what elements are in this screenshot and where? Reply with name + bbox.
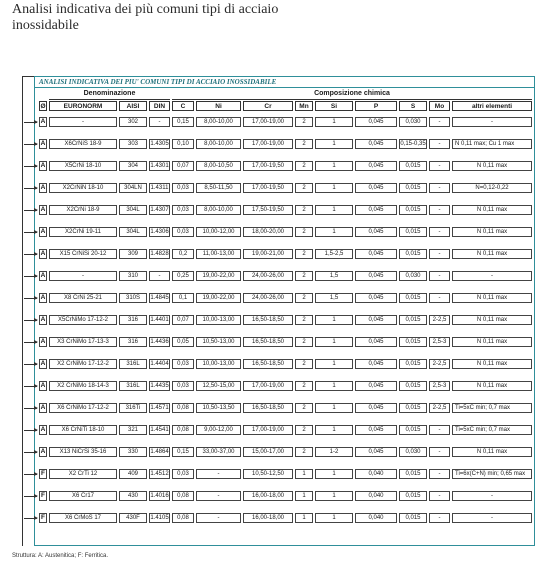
column-header: Ø [40, 103, 46, 110]
table-cell: N 0,11 max [452, 337, 532, 347]
table-cell: 1 [315, 425, 353, 435]
table-cell: 1.4404 [150, 361, 169, 367]
composition-table [39, 89, 534, 529]
table-cell: 1.4307 [150, 207, 169, 213]
table-cell: 2 [295, 359, 313, 369]
table-cell: 1-2 [315, 447, 353, 457]
table-cell: - [429, 469, 450, 479]
table-cell: 15,00-17,00 [243, 447, 293, 457]
table-cell: 0,030 [399, 117, 427, 127]
table-cell: X2 CrNiMo 17-12-2 [49, 359, 117, 369]
table-cell: 1.4541 [150, 427, 169, 433]
table-cell: 1 [315, 117, 353, 127]
table-cell: 17,00-19,50 [243, 161, 293, 171]
row-arrow-icon [24, 408, 37, 409]
structure-marker: A [40, 184, 46, 191]
row-arrow-icon [24, 254, 37, 255]
table-cell: 18,00-20,00 [243, 227, 293, 237]
table-cell: 9,00-12,00 [196, 425, 241, 435]
table-cell: 2-2,5 [429, 403, 450, 413]
table-cell: 0,015 [399, 205, 427, 215]
row-arrow-icon [24, 496, 37, 497]
table-cell: 0,045 [355, 205, 397, 215]
table-title: ANALISI INDICATIVA DEI PIU' COMUNI TIPI DI ACCIAIO INOSSIDABILE [35, 77, 534, 88]
table-cell: 316 [119, 315, 147, 325]
table-cell: 8,00-10,00 [196, 205, 241, 215]
table-cell: 19,00-22,00 [196, 271, 241, 281]
table-cell: 0,15 [172, 117, 194, 127]
table-cell: - [196, 491, 241, 501]
row-arrow-icon [24, 320, 37, 321]
table-cell: 1 [315, 205, 353, 215]
table-cell: - [429, 491, 450, 501]
table-cell: 0,2 [172, 249, 194, 259]
row-arrow-icon [24, 386, 37, 387]
table-cell: 1 [315, 403, 353, 413]
table-cell: 1 [295, 469, 313, 479]
table-cell: 19,00-21,00 [243, 249, 293, 259]
structure-marker: F [39, 513, 47, 523]
table-cell: 2 [295, 337, 313, 347]
row-arrow-icon [24, 232, 37, 233]
table-cell: 316L [119, 381, 147, 391]
table-cell: 0,045 [355, 315, 397, 325]
table-cell: - [429, 425, 450, 435]
group-header-composizione: Composizione chimica [172, 89, 532, 100]
table-cell: 2 [295, 403, 313, 413]
structure-bracket [22, 76, 34, 546]
table-cell: 0,15-0,35 [400, 141, 426, 147]
table-cell: 0,045 [355, 227, 397, 237]
table-cell: 304L [119, 205, 147, 215]
table-cell: 10,00-13,00 [196, 315, 241, 325]
table-cell: 0,015 [399, 491, 427, 501]
table-cell: 2 [295, 315, 313, 325]
column-header: S [399, 101, 427, 111]
table-cell: 17,00-19,00 [243, 139, 293, 149]
row-arrow-icon [24, 188, 37, 189]
table-cell: 0,03 [172, 469, 194, 479]
table-cell: 0,015 [399, 161, 427, 171]
table-cell: 310 [119, 271, 147, 281]
table-cell: 0,015 [399, 337, 427, 347]
table-cell: 1.4436 [150, 339, 169, 345]
table-cell: 19,00-22,00 [196, 293, 241, 303]
table-cell: 1.4311 [150, 185, 169, 191]
table-cell: 0,045 [355, 381, 397, 391]
table-cell: 1.4864 [150, 449, 169, 455]
table-cell: 1 [315, 315, 353, 325]
structure-marker: A [40, 294, 46, 301]
table-cell: 24,00-26,00 [243, 271, 293, 281]
table-cell: 0,040 [355, 491, 397, 501]
table-cell: - [429, 205, 450, 215]
table-cell: 1 [315, 491, 353, 501]
table-cell: 0,03 [172, 381, 194, 391]
table-cell: 2 [295, 271, 313, 281]
table-cell: 330 [119, 447, 147, 457]
table-cell: 0,10 [172, 139, 194, 149]
column-header: Mo [429, 101, 450, 111]
row-arrow-icon [24, 210, 37, 211]
table-cell: 10,50-12,50 [243, 469, 293, 479]
table-cell: - [49, 117, 117, 127]
table-cell: - [429, 447, 450, 457]
table-cell: 0,015 [399, 359, 427, 369]
table-cell: 16,00-18,00 [243, 513, 293, 523]
table-cell: X2 CrTi 12 [49, 469, 117, 479]
table-cell: 2 [295, 447, 313, 457]
column-header: C [172, 101, 194, 111]
table-cell: N 0,11 max; Cu 1 max [452, 139, 532, 149]
table-cell: - [429, 271, 450, 281]
table-cell: X5CrNi 18-10 [49, 161, 117, 171]
table-cell: - [196, 469, 241, 479]
row-arrow-icon [24, 342, 37, 343]
table-cell: 302 [119, 117, 147, 127]
table-cell: 0,07 [172, 315, 194, 325]
column-header: Ni [196, 101, 241, 111]
table-cell: 17,00-19,50 [243, 183, 293, 193]
table-cell: N 0,11 max [452, 293, 532, 303]
table-cell: 0,03 [172, 359, 194, 369]
table-cell: 2 [295, 293, 313, 303]
structure-marker: A [40, 250, 46, 257]
table-cell: 0,030 [399, 447, 427, 457]
table-cell: X5CrNiMo 17-12-2 [49, 315, 117, 325]
table-cell: 430 [119, 491, 147, 501]
table-cell: 316Ti [119, 403, 147, 413]
table-cell: 17,50-19,50 [243, 205, 293, 215]
table-cell: 1.4105 [150, 515, 169, 521]
row-arrow-icon [24, 298, 37, 299]
table-cell: 0,030 [399, 271, 427, 281]
structure-marker: A [40, 404, 46, 411]
table-cell: - [429, 183, 450, 193]
column-header: EURONORM [49, 101, 117, 111]
table-cell: 2 [295, 139, 313, 149]
row-arrow-icon [24, 430, 37, 431]
row-arrow-icon [24, 452, 37, 453]
table-cell: 0,045 [355, 447, 397, 457]
table-cell: 1 [315, 469, 353, 479]
table-cell: X6 CrMoS 17 [49, 513, 117, 523]
table-cell: 0,08 [172, 491, 194, 501]
table-cell: X6CrNiS 18-9 [49, 139, 117, 149]
table-cell: N=0,12-0,22 [452, 183, 532, 193]
structure-marker: A [40, 206, 46, 213]
table-cell: 0,05 [172, 337, 194, 347]
table-cell: 0,040 [355, 513, 397, 523]
table-cell: 0,1 [172, 293, 194, 303]
table-cell: 0,015 [399, 293, 427, 303]
table-cell: - [149, 117, 170, 127]
table-cell: - [429, 293, 450, 303]
table-cell: 1.4016 [150, 493, 169, 499]
table-cell: 0,03 [172, 227, 194, 237]
table-cell: N 0,11 max [452, 359, 532, 369]
table-cell: 0,08 [172, 403, 194, 413]
table-cell: 409 [119, 469, 147, 479]
table-cell: 1 [315, 161, 353, 171]
table-cell: 0,07 [172, 161, 194, 171]
table-cell: 2 [295, 425, 313, 435]
table-cell: X8 CrNi 25-21 [49, 293, 117, 303]
table-cell: 16,50-18,50 [243, 403, 293, 413]
structure-marker: A [40, 272, 46, 279]
table-cell: 16,00-18,00 [243, 491, 293, 501]
structure-marker: A [40, 140, 46, 147]
table-cell: X13 NiCrSi 35-16 [49, 447, 117, 457]
table-cell: 0,015 [399, 315, 427, 325]
table-cell: 2 [295, 117, 313, 127]
table-cell: 316 [119, 337, 147, 347]
footnote: Struttura: A: Austenitica; F: Ferritica. [12, 553, 109, 559]
table-cell: N 0,11 max [452, 447, 532, 457]
table-cell: - [429, 227, 450, 237]
table-cell: 1 [315, 227, 353, 237]
table-cell: 1.4571 [150, 405, 169, 411]
column-header: altri elementi [452, 101, 532, 111]
table-cell: 0,045 [355, 403, 397, 413]
table-cell: 0,045 [355, 161, 397, 171]
structure-marker: A [40, 448, 46, 455]
table-cell: 8,00-10,00 [196, 117, 241, 127]
table-cell: 2 [295, 249, 313, 259]
table-cell: 0,015 [399, 513, 427, 523]
table-cell: 33,00-37,00 [196, 447, 241, 457]
table-cell: - [452, 271, 532, 281]
table-cell: 1.4401 [150, 317, 169, 323]
table-cell: X2 CrNiMo 18-14-3 [49, 381, 117, 391]
table-cell: 10,00-13,00 [196, 359, 241, 369]
table-cell: 10,00-12,00 [196, 227, 241, 237]
page-title: Analisi indicativa dei più comuni tipi di acciaio inossidabile [12, 2, 279, 33]
table-cell: 0,015 [399, 249, 427, 259]
table-cell: N 0,11 max [452, 249, 532, 259]
table-cell: 1 [315, 513, 353, 523]
column-header: DIN [149, 101, 170, 111]
row-arrow-icon [24, 276, 37, 277]
table-cell: 17,00-19,00 [243, 117, 293, 127]
table-cell: 8,00-10,00 [196, 139, 241, 149]
table-cell: - [49, 271, 117, 281]
row-arrow-icon [24, 518, 37, 519]
table-cell: - [452, 513, 532, 523]
table-cell: 1 [315, 381, 353, 391]
table-cell: 16,50-18,50 [243, 315, 293, 325]
table-cell: N 0,11 max [452, 205, 532, 215]
table-cell: Ti=5xC min; 0,7 max [452, 403, 532, 413]
table-cell: 8,50-11,50 [196, 183, 241, 193]
table-cell: X2CrNiN 18-10 [49, 183, 117, 193]
row-arrow-icon [24, 166, 37, 167]
table-cell: 2,5-3 [429, 381, 450, 391]
column-header: Mn [295, 101, 313, 111]
table-cell: 0,03 [172, 183, 194, 193]
table-cell: 1.4306 [150, 229, 169, 235]
structure-marker: A [40, 162, 46, 169]
row-arrow-icon [24, 144, 37, 145]
table-cell: 2 [295, 205, 313, 215]
table-cell: 1.4512 [150, 471, 169, 477]
row-arrow-icon [24, 364, 37, 365]
table-cell: 1 [315, 337, 353, 347]
table-cell: - [429, 249, 450, 259]
analysis-table-panel [34, 76, 535, 546]
table-cell: 1,5 [315, 271, 353, 281]
column-header: Si [315, 101, 353, 111]
table-cell: N 0,11 max [452, 227, 532, 237]
table-cell: 304L [119, 227, 147, 237]
table-cell: 2-2,5 [429, 359, 450, 369]
table-cell: 0,045 [355, 271, 397, 281]
table-cell: 2 [295, 183, 313, 193]
table-cell: 0,015 [399, 425, 427, 435]
table-cell: Ti=6x(C+N) min; 0,65 max [452, 469, 532, 479]
table-cell: X15 CrNiSi 20-12 [49, 249, 117, 259]
table-cell: 1.4435 [150, 383, 169, 389]
structure-marker: A [40, 426, 46, 433]
table-cell: 316L [119, 359, 147, 369]
table-cell: 1.4305 [150, 141, 169, 147]
table-cell: 2-2,5 [429, 315, 450, 325]
table-cell: 0,045 [355, 425, 397, 435]
table-cell: 0,015 [399, 469, 427, 479]
table-cell: X6 Cr17 [49, 491, 117, 501]
table-cell: 1 [315, 359, 353, 369]
table-cell: 430F [119, 513, 147, 523]
table-cell: - [429, 139, 450, 149]
table-cell: 0,25 [172, 271, 194, 281]
table-cell: 0,045 [355, 337, 397, 347]
table-cell: 0,045 [355, 359, 397, 369]
table-cell: 0,03 [172, 205, 194, 215]
table-cell: 1.4845 [150, 295, 169, 301]
table-cell: 1,5-2,5 [315, 249, 353, 259]
table-cell: - [429, 513, 450, 523]
table-cell: 17,00-19,00 [243, 381, 293, 391]
column-header: AISI [119, 101, 147, 111]
table-cell: X2CrNi 18-9 [49, 205, 117, 215]
column-header: Cr [243, 101, 293, 111]
table-cell: 1 [295, 491, 313, 501]
table-cell: 321 [119, 425, 147, 435]
table-cell: 2 [295, 381, 313, 391]
table-cell: 12,50-15,00 [196, 381, 241, 391]
table-cell: 1 [315, 183, 353, 193]
table-cell: Ti=5xC min; 0,7 max [452, 425, 532, 435]
table-cell: - [429, 117, 450, 127]
table-cell: 0,015 [399, 183, 427, 193]
structure-marker: A [40, 338, 46, 345]
table-cell: 2,5-3 [429, 337, 450, 347]
table-cell: 8,00-10,50 [196, 161, 241, 171]
table-cell: 2 [295, 161, 313, 171]
table-cell: 1.4301 [150, 163, 169, 169]
table-cell: 17,00-19,00 [243, 425, 293, 435]
table-cell: N 0,11 max [452, 315, 532, 325]
table-cell: X6 CrNiTi 18-10 [49, 425, 117, 435]
table-cell: 1.4828 [150, 251, 169, 257]
row-arrow-icon [24, 474, 37, 475]
structure-marker: F [39, 469, 47, 479]
table-cell: 304 [119, 161, 147, 171]
table-cell: - [452, 117, 532, 127]
table-cell: 309 [119, 249, 147, 259]
structure-marker: A [40, 360, 46, 367]
table-cell: 10,50-13,50 [196, 403, 241, 413]
table-cell: X3 CrNiMo 17-13-3 [49, 337, 117, 347]
table-cell: X6 CrNiMo 17-12-2 [49, 403, 117, 413]
table-cell: 0,040 [355, 469, 397, 479]
table-cell: 0,015 [399, 381, 427, 391]
table-cell: 0,045 [355, 117, 397, 127]
table-cell: - [429, 161, 450, 171]
table-cell: 10,50-13,00 [196, 337, 241, 347]
table-cell: 16,50-18,50 [243, 337, 293, 347]
table-cell: 0,045 [355, 139, 397, 149]
table-cell: X2CrNi 19-11 [49, 227, 117, 237]
group-header-denominazione: Denominazione [49, 89, 170, 100]
table-cell: 304LN [119, 183, 147, 193]
table-cell: 0,045 [355, 249, 397, 259]
table-cell: 2 [295, 227, 313, 237]
table-cell: 24,00-26,00 [243, 293, 293, 303]
table-cell: N 0,11 max [452, 161, 532, 171]
table-cell: 303 [119, 139, 147, 149]
table-cell: 0,045 [355, 293, 397, 303]
column-header: P [355, 101, 397, 111]
table-cell: 0,08 [172, 425, 194, 435]
structure-marker: A [40, 228, 46, 235]
table-cell: 0,015 [399, 227, 427, 237]
table-cell: 1 [295, 513, 313, 523]
table-cell: 0,045 [355, 183, 397, 193]
table-cell: 0,08 [172, 513, 194, 523]
structure-marker: A [40, 382, 46, 389]
table-cell: 11,00-13,00 [196, 249, 241, 259]
table-cell: - [196, 513, 241, 523]
row-arrow-icon [24, 122, 37, 123]
table-cell: - [149, 271, 170, 281]
table-cell: 1 [315, 139, 353, 149]
structure-marker: F [39, 491, 47, 501]
table-cell: 16,50-18,50 [243, 359, 293, 369]
table-cell: 310S [119, 293, 147, 303]
table-cell: - [452, 491, 532, 501]
structure-marker: A [40, 316, 46, 323]
table-cell: 0,015 [399, 403, 427, 413]
table-cell: 1,5 [315, 293, 353, 303]
structure-marker: A [40, 118, 46, 125]
table-cell: N 0,11 max [452, 381, 532, 391]
table-cell: 0,15 [172, 447, 194, 457]
